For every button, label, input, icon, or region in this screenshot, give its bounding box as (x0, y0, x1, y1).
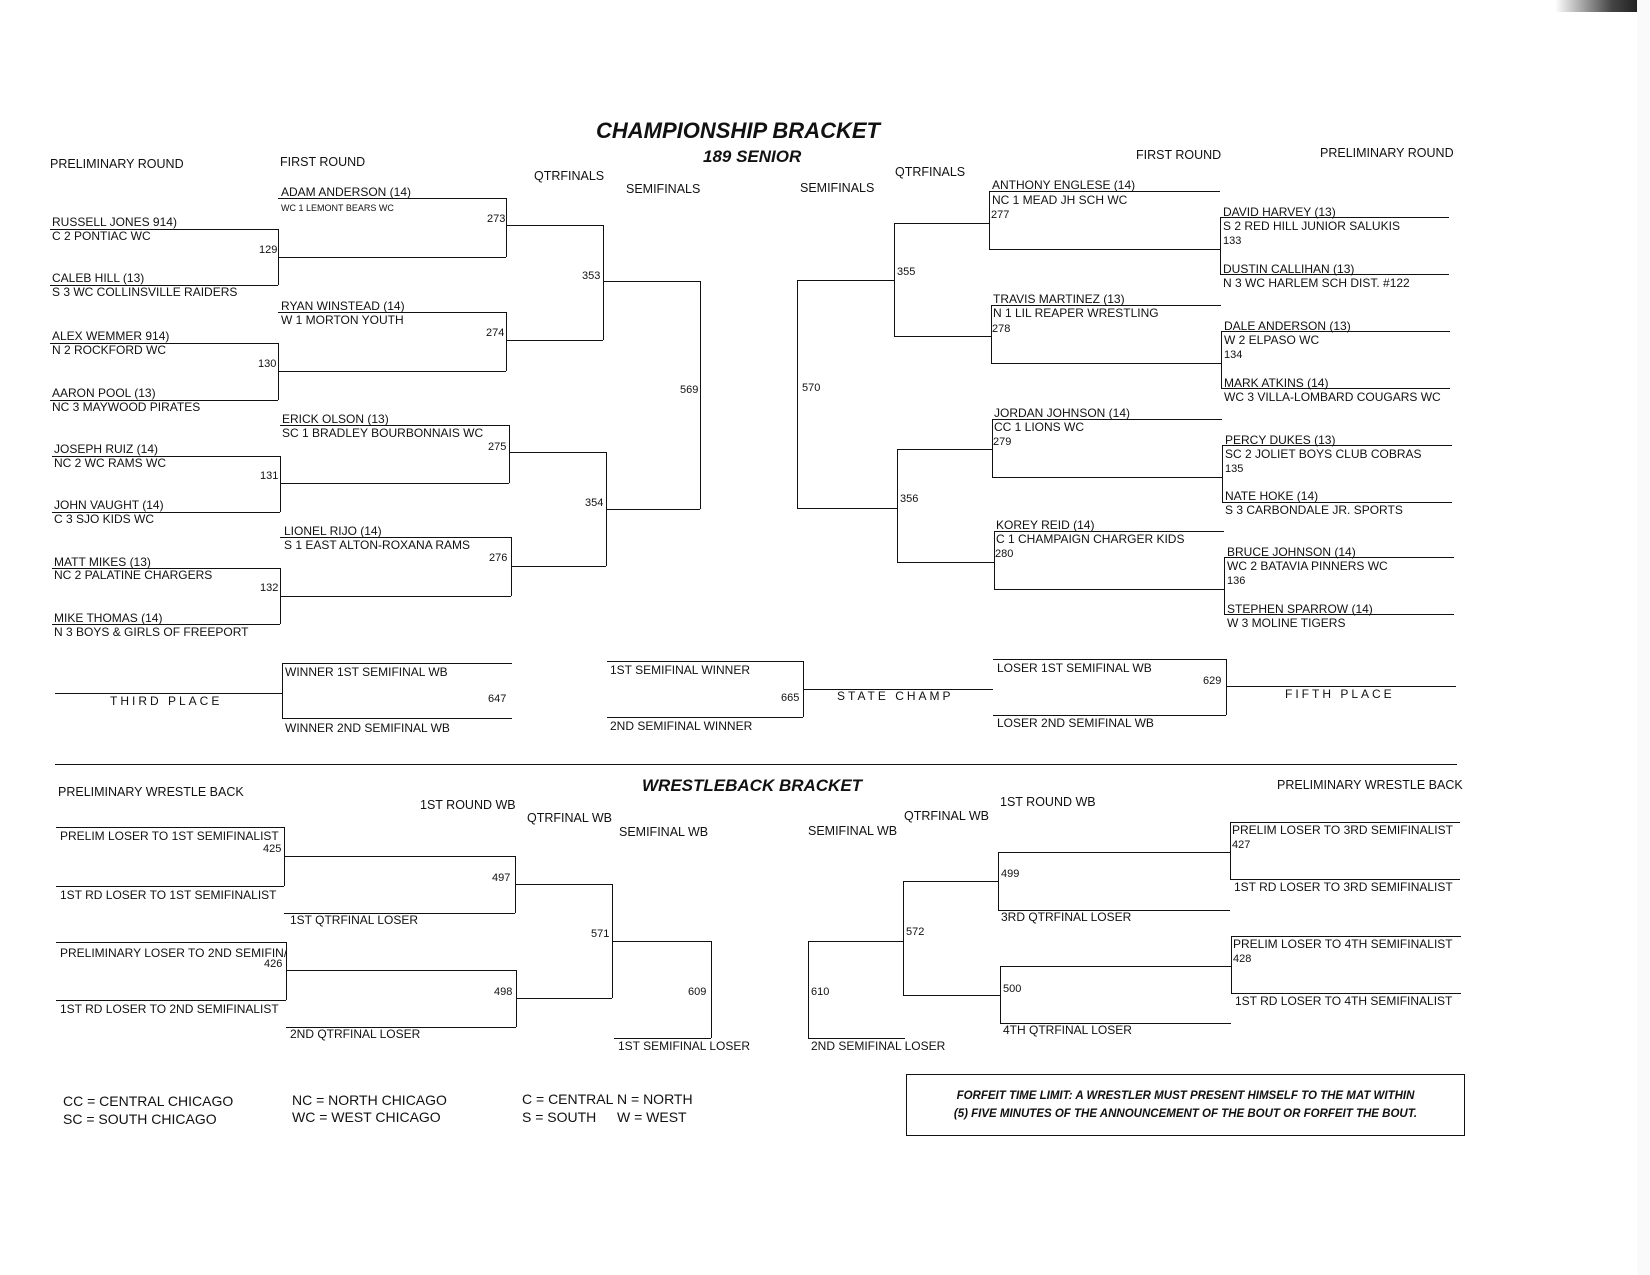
bracket-line (1226, 659, 1227, 715)
wrestler-club: S 3 WC COLLINSVILLE RAIDERS (52, 285, 238, 299)
bracket-line (994, 531, 995, 589)
bracket-line (50, 400, 278, 401)
bracket-line (897, 562, 994, 563)
wrestler-name: ALEX WEMMER 914) (52, 329, 170, 343)
bracket-line (1220, 274, 1449, 275)
bout-number: 130 (258, 358, 277, 370)
wrestler-club: C 2 PONTIAC WC (52, 229, 151, 243)
bout-number: 354 (585, 497, 604, 509)
bout-number: 136 (1227, 575, 1246, 587)
wb-slot: PRELIM LOSER TO 3RD SEMIFINALIST (1232, 823, 1453, 837)
bout-number: 498 (494, 986, 513, 998)
bracket-line (1221, 331, 1222, 388)
legend-c: C = CENTRAL (522, 1091, 614, 1107)
legend-s: S = SOUTH (522, 1109, 597, 1125)
bracket-line (1222, 445, 1452, 446)
wrestler-name: MARK ATKINS (14) (1224, 376, 1329, 390)
bracket-line (994, 589, 1224, 590)
bracket-line (1000, 966, 1231, 967)
bout-number: 353 (582, 270, 601, 282)
wrestler-name: BRUCE JOHNSON (14) (1227, 545, 1356, 559)
bout-number: 647 (488, 693, 507, 705)
bout-number: 274 (486, 327, 505, 339)
bracket-line (1221, 388, 1450, 389)
slot-label: WINNER 2ND SEMIFINAL WB (285, 721, 450, 735)
forfeit-line-2: (5) FIVE MINUTES OF THE ANNOUNCEMENT OF THE BOUT OR FORFEIT THE BOUT. (953, 1108, 1418, 1120)
bout-number: 129 (259, 244, 278, 256)
wrestler-name: ANTHONY ENGLESE (14) (992, 178, 1136, 192)
legend-n: N = NORTH (617, 1091, 693, 1107)
bracket-line (894, 223, 895, 336)
wb-label-first-left: 1ST ROUND WB (420, 798, 516, 812)
bracket-line (282, 663, 283, 718)
wrestler-name: KOREY REID (14) (996, 518, 1095, 532)
wrestler-name: RUSSELL JONES 914) (52, 215, 177, 229)
bracket-line (52, 456, 280, 457)
wrestler-name: DAVID HARVEY (13) (1223, 205, 1336, 219)
round-label-prelim-right: PRELIMINARY ROUND (1320, 146, 1454, 160)
wrestler-club: SC 2 JOLIET BOYS CLUB COBRAS (1225, 447, 1422, 461)
wrestler-name: MIKE THOMAS (14) (54, 611, 163, 625)
wb-slot: PRELIM LOSER TO 4TH SEMIFINALIST (1233, 937, 1453, 951)
bracket-line (1221, 331, 1450, 332)
wrestler-club: NC 2 PALATINE CHARGERS (54, 568, 213, 582)
bracket-line (603, 281, 700, 282)
fifth-place-label: FIFTH PLACE (1285, 687, 1395, 701)
bout-number: 665 (781, 692, 800, 704)
bout-number: 355 (897, 266, 916, 278)
wrestler-club: NC 2 WC RAMS WC (54, 456, 166, 470)
wb-slot: PRELIM LOSER TO 1ST SEMIFINALIST (60, 829, 279, 843)
bracket-line (56, 827, 284, 828)
bracket-line (992, 419, 993, 477)
wb-slot: 1ST QTRFINAL LOSER (290, 913, 419, 927)
bracket-line (282, 718, 512, 719)
wrestler-name: STEPHEN SPARROW (14) (1227, 602, 1373, 616)
bracket-line (52, 624, 280, 625)
bracket-line (1231, 936, 1232, 993)
bracket-line (52, 568, 280, 569)
legend-sc: SC = SOUTH CHICAGO (63, 1111, 217, 1127)
bracket-line (989, 191, 1220, 192)
round-label-qtr-right: QTRFINALS (895, 165, 966, 179)
bracket-line (50, 343, 278, 344)
bracket-line (278, 257, 506, 258)
wrestler-name: CALEB HILL (13) (52, 271, 145, 285)
bracket-line (511, 566, 606, 567)
bout-number: 426 (264, 958, 283, 970)
bracket-line (903, 881, 998, 882)
wrestler-club: W 2 ELPASO WC (1224, 333, 1320, 347)
wb-slot: 1ST RD LOSER TO 4TH SEMIFINALIST (1235, 994, 1453, 1008)
bracket-line (1222, 445, 1223, 502)
bout-number: 356 (900, 493, 919, 505)
state-champ-label: STATE CHAMP (837, 689, 954, 703)
bracket-line (992, 477, 1222, 478)
round-label-semi-right: SEMIFINALS (800, 181, 875, 195)
bracket-line (797, 508, 897, 509)
bracket-line (50, 229, 278, 230)
bout-number: 131 (260, 470, 279, 482)
bracket-line (56, 1000, 286, 1001)
bracket-line (612, 941, 711, 942)
bracket-line (516, 998, 612, 999)
wb-slot: 2ND SEMIFINAL LOSER (811, 1039, 946, 1053)
bracket-line (56, 886, 284, 887)
wrestler-club: WC 3 VILLA-LOMBARD COUGARS WC (1224, 390, 1441, 404)
bracket-line (897, 449, 898, 562)
bracket-line (1224, 614, 1454, 615)
bracket-line (286, 970, 516, 971)
bracket-line (607, 717, 803, 718)
bout-number: 133 (1223, 235, 1242, 247)
bout-number: 276 (489, 552, 508, 564)
wrestler-name: DUSTIN CALLIHAN (13) (1223, 262, 1355, 276)
bout-number: 610 (811, 986, 830, 998)
division-title: 189 SENIOR (703, 147, 802, 166)
bout-number: 571 (591, 928, 610, 940)
wb-label-prelim-right: PRELIMINARY WRESTLE BACK (1277, 778, 1463, 792)
round-label-semi-left: SEMIFINALS (626, 182, 701, 196)
bracket-line (894, 336, 991, 337)
bout-number: 425 (263, 843, 282, 855)
bracket-line (797, 280, 894, 281)
bout-number: 609 (688, 986, 707, 998)
bracket-line (1220, 217, 1449, 218)
bracket-line (282, 663, 512, 664)
slot-label: LOSER 1ST SEMIFINAL WB (997, 661, 1152, 675)
bracket-line (711, 941, 712, 1038)
scan-edge (1637, 0, 1650, 1275)
wb-label-qtr-left: QTRFINAL WB (527, 811, 612, 825)
wb-slot: 4TH QTRFINAL LOSER (1003, 1023, 1132, 1037)
wrestler-name: DALE ANDERSON (13) (1224, 319, 1351, 333)
bracket-line (506, 198, 507, 257)
bracket-line (1224, 557, 1454, 558)
round-label-qtr-left: QTRFINALS (534, 169, 605, 183)
bracket-line (903, 881, 904, 995)
bracket-line (991, 363, 1221, 364)
third-place-label: THIRD PLACE (110, 694, 223, 708)
wb-slot: 1ST SEMIFINAL LOSER (618, 1039, 751, 1053)
wrestler-name: JOHN VAUGHT (14) (54, 498, 164, 512)
bracket-line (278, 198, 506, 199)
bracket-line (284, 856, 515, 857)
wb-label-semi-right: SEMIFINAL WB (808, 824, 898, 838)
bout-number: 273 (487, 213, 506, 225)
wrestler-club: NC 1 MEAD JH SCH WC (992, 193, 1128, 207)
wrestler-club: CC 1 LIONS WC (994, 420, 1085, 434)
wrestler-club: W 3 MOLINE TIGERS (1227, 616, 1346, 630)
bracket-line (506, 225, 603, 226)
wrestler-club: S 1 EAST ALTON-ROXANA RAMS (284, 538, 471, 552)
forfeit-line-1: FORFEIT TIME LIMIT: A WRESTLER MUST PRESENT HIMSELF TO THE MAT WITHIN (956, 1090, 1415, 1102)
bout-number: 572 (906, 926, 925, 938)
bout-number: 279 (993, 436, 1012, 448)
bracket-line (989, 191, 990, 249)
wrestleback-title: WRESTLEBACK BRACKET (642, 776, 863, 795)
bout-number: 428 (1233, 953, 1252, 965)
wrestler-name: TRAVIS MARTINEZ (13) (993, 292, 1125, 306)
legend-wc: WC = WEST CHICAGO (292, 1109, 441, 1125)
bracket-line (603, 225, 604, 340)
wb-slot: 1ST RD LOSER TO 1ST SEMIFINALIST (60, 888, 277, 902)
bracket-line (797, 280, 798, 508)
bracket-line (808, 941, 809, 1038)
scan-shadow (1555, 0, 1650, 12)
bout-number: 629 (1203, 675, 1222, 687)
bout-number: 427 (1232, 839, 1251, 851)
bout-number: 569 (680, 384, 699, 396)
wrestler-club: C 3 SJO KIDS WC (54, 512, 155, 526)
bracket-line (894, 223, 989, 224)
wrestler-name: NATE HOKE (14) (1225, 489, 1319, 503)
bracket-line (1230, 822, 1231, 879)
bracket-line (280, 483, 509, 484)
bracket-line (991, 305, 992, 363)
bracket-line (1220, 217, 1221, 274)
wb-slot: PRELIMINARY LOSER TO 2ND SEMIFIN/ (60, 946, 288, 960)
championship-title: CHAMPIONSHIP BRACKET (596, 118, 880, 143)
round-label-prelim-left: PRELIMINARY ROUND (50, 157, 184, 171)
bracket-line (52, 512, 280, 513)
wrestler-name: JOSEPH RUIZ (14) (54, 442, 159, 456)
bout-number: 280 (995, 548, 1014, 560)
wrestler-name: ADAM ANDERSON (14) (281, 185, 412, 199)
wrestler-club: S 2 RED HILL JUNIOR SALUKIS (1223, 219, 1400, 233)
bracket-line (897, 449, 992, 450)
slot-label: LOSER 2ND SEMIFINAL WB (997, 716, 1154, 730)
bracket-line (993, 659, 1226, 660)
slot-label: 1ST SEMIFINAL WINNER (610, 663, 751, 677)
bracket-line (278, 371, 506, 372)
wrestler-club: N 3 WC HARLEM SCH DIST. #122 (1223, 276, 1410, 290)
bracket-line (280, 596, 511, 597)
bout-number: 497 (492, 872, 511, 884)
bracket-line (286, 942, 287, 1000)
wrestler-club: N 3 BOYS & GIRLS OF FREEPORT (54, 625, 249, 639)
bout-number: 275 (488, 441, 507, 453)
slot-label: WINNER 1ST SEMIFINAL WB (285, 665, 448, 679)
forfeit-notice (906, 1074, 1465, 1136)
bracket-line (515, 884, 612, 885)
wrestler-name: PERCY DUKES (13) (1225, 433, 1336, 447)
wb-slot: 2ND QTRFINAL LOSER (290, 1027, 421, 1041)
wb-slot: 1ST RD LOSER TO 2ND SEMIFINALIST (60, 1002, 279, 1016)
wb-slot: 3RD QTRFINAL LOSER (1001, 910, 1132, 924)
wb-label-semi-left: SEMIFINAL WB (619, 825, 709, 839)
bout-number: 134 (1224, 349, 1243, 361)
bout-number: 570 (802, 382, 821, 394)
round-label-first-left: FIRST ROUND (280, 155, 366, 169)
wb-label-first-right: 1ST ROUND WB (1000, 795, 1096, 809)
bracket-line (903, 995, 1000, 996)
bracket-line (1000, 966, 1001, 1023)
bout-number: 500 (1003, 983, 1022, 995)
bout-number: 499 (1001, 868, 1020, 880)
round-label-first-right: FIRST ROUND (1136, 148, 1222, 162)
bracket-line (506, 340, 603, 341)
wrestler-club: SC 1 BRADLEY BOURBONNAIS WC (282, 426, 484, 440)
wrestler-club: WC 1 LEMONT BEARS WC (281, 203, 394, 213)
wrestler-club: NC 3 MAYWOOD PIRATES (52, 400, 201, 414)
legend-w: W = WEST (617, 1109, 687, 1125)
section-divider (55, 764, 1457, 765)
wrestler-club: W 1 MORTON YOUTH (281, 313, 404, 327)
wb-label-prelim-left: PRELIMINARY WRESTLE BACK (58, 785, 244, 799)
bracket-line (280, 456, 281, 512)
bout-number: 278 (992, 323, 1011, 335)
wrestler-name: RYAN WINSTEAD (14) (281, 299, 405, 313)
bracket-line (509, 425, 510, 483)
wrestler-name: LIONEL RIJO (14) (284, 524, 382, 538)
wrestler-name: MATT MIKES (13) (54, 555, 151, 569)
bout-number: 132 (260, 582, 279, 594)
wrestler-name: ERICK OLSON (13) (282, 412, 389, 426)
wrestler-club: S 3 CARBONDALE JR. SPORTS (1225, 503, 1403, 517)
bout-number: 277 (991, 209, 1010, 221)
legend-nc: NC = NORTH CHICAGO (292, 1092, 447, 1108)
wrestler-name: JORDAN JOHNSON (14) (994, 406, 1131, 420)
bracket-line (998, 852, 999, 910)
bout-number: 135 (1225, 463, 1244, 475)
bracket-line (989, 249, 1220, 250)
slot-label: 2ND SEMIFINAL WINNER (610, 719, 753, 733)
bracket-line (509, 452, 606, 453)
bracket-line (506, 312, 507, 371)
wrestler-club: C 1 CHAMPAIGN CHARGER KIDS (996, 532, 1185, 546)
bracket-line (998, 852, 1230, 853)
wb-label-qtr-right: QTRFINAL WB (904, 809, 989, 823)
wrestler-club: N 2 ROCKFORD WC (52, 343, 166, 357)
wrestler-name: AARON POOL (13) (52, 386, 156, 400)
bracket-line (1224, 557, 1225, 614)
bracket-line (50, 285, 278, 286)
bracket-line (808, 941, 903, 942)
legend-cc: CC = CENTRAL CHICAGO (63, 1093, 234, 1109)
bracket-line (56, 942, 286, 943)
bracket-line (700, 281, 701, 509)
wrestler-club: N 1 LIL REAPER WRESTLING (993, 306, 1159, 320)
wb-slot: 1ST RD LOSER TO 3RD SEMIFINALIST (1234, 880, 1453, 894)
bracket-line (606, 509, 700, 510)
wrestler-club: WC 2 BATAVIA PINNERS WC (1227, 559, 1388, 573)
bracket-line (607, 661, 803, 662)
